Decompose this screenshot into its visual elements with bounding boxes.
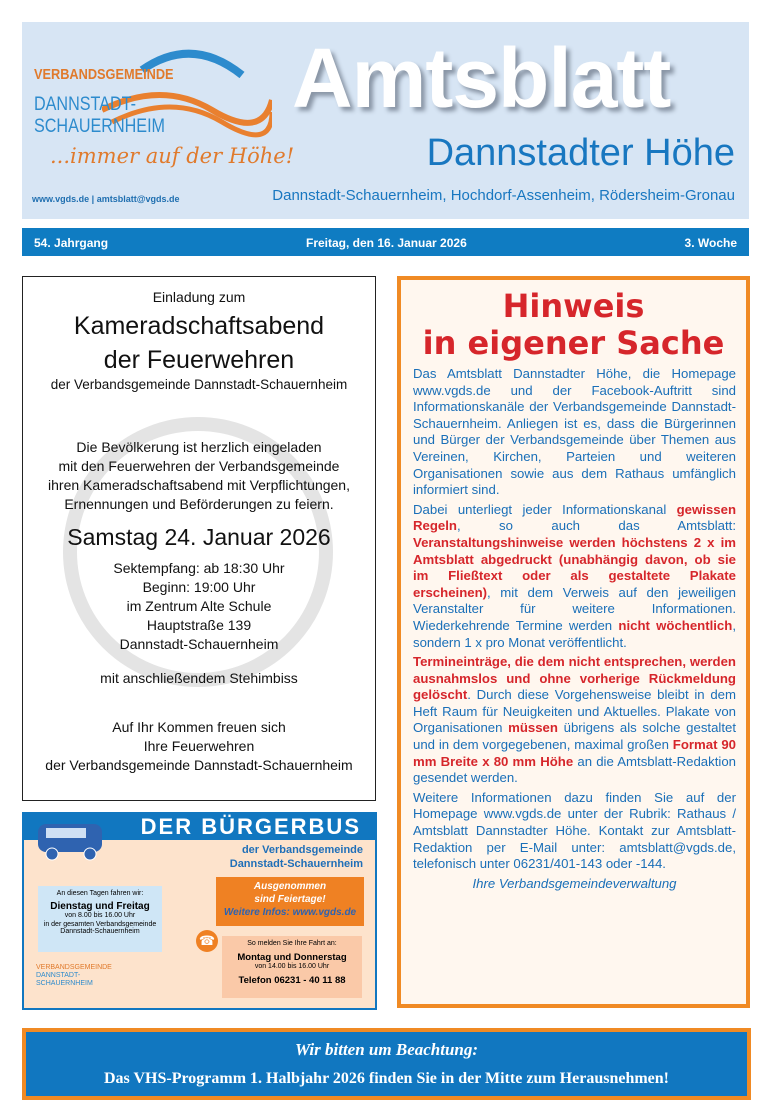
invitation-intro: Einladung zum <box>152 289 246 305</box>
invitation-title: der Feuerwehren <box>103 346 295 374</box>
signature: Ihre Verbandsgemeindeverwaltung <box>472 875 677 891</box>
paragraph: Termineinträge, die dem nicht entsprechen, werden ausnahmslos und ohne vorherige Rückmeldung gelöscht. Durch diese Vorgehensweise bleibt in dem Heft Raum für Neuigkeiten und Aktuelles. Plakate von Organisationen müssen übrigens als solche gestaltet und in dem vorgegebenen, maximal großen Format 90 mm Breite x 80 mm Höhe an die Amtsblatt-Redaktion gesendet werden. <box>413 654 737 786</box>
event-detail: im Zentrum Alte Schule <box>126 598 272 614</box>
logo-text: VERBANDSGEMEINDE <box>34 66 174 83</box>
invitation-body: Ernennungen und Beförderungen zu feiern. <box>64 496 334 512</box>
bus-subtitle: Dannstadt-Schauernheim <box>229 858 363 870</box>
logo-slogan: ...immer auf der Höhe! <box>50 144 295 168</box>
issue-date: Freitag, den 16. Januar 2026 <box>306 236 467 250</box>
bus-icon <box>36 818 106 862</box>
paragraph: Das Amtsblatt Dannstadter Höhe, die Homepage www.vgds.de und der Facebook-Auftritt sind Informationskanäle der Verbandsgemeinde Dannstadt-Schauernheim. Anliegen ist es, dass die Bürgerinnen und Bürger der Verbandsgemeinde über Themen aus Vereinen, Kirchen, Parteien und weiteren Organisationen sowie aus dem Rathaus umfänglich informiert sind. <box>413 366 736 498</box>
invitation-body: ihren Kameradschaftsabend mit Verpflichtungen, <box>48 477 350 493</box>
bus-booking-box: So melden Sie Ihre Fahrt an: Montag und Donnerstag von 14.00 bis 16.00 Uhr Telefon 06231 - 40 11 88 <box>222 936 362 998</box>
bus-subtitle: der Verbandsgemeinde <box>241 844 363 856</box>
invitation-box <box>22 276 376 801</box>
invitation-title: Kameradschaftsabend <box>73 312 325 340</box>
event-date: Samstag 24. Januar 2026 <box>67 524 331 550</box>
bus-holiday-box: Ausgenommen sind Feiertage! Weitere Infos: www.vgds.de <box>216 877 364 926</box>
notice-box <box>397 276 750 1008</box>
vhs-notice-text: Das VHS-Programm 1. Halbjahr 2026 finden Sie in der Mitte zum Herausnehmen! <box>103 1070 670 1087</box>
event-detail: Beginn: 19:00 Uhr <box>142 579 256 595</box>
notice-title: Hinweis in eigener Sache <box>422 287 725 362</box>
buergerbus-ad <box>22 812 377 1010</box>
logo-text: DANNSTADT- SCHAUERNHEIM <box>34 94 166 137</box>
bus-days-box: An diesen Tagen fahren wir: Dienstag und Freitag von 8.00 bis 16.00 Uhr in der gesamten Verbandsgemeinde Dannstadt-Schauernheim <box>38 886 162 952</box>
contact-line: www.vgds.de | amtsblatt@vgds.de <box>32 194 180 204</box>
invitation-body: mit den Feuerwehren der Verbandsgemeinde <box>58 458 340 474</box>
invitation-org: der Verbandsgemeinde Dannstadt-Schauernheim <box>50 377 348 392</box>
vhs-notice-title: Wir bitten um Beachtung: <box>294 1040 479 1059</box>
phone-icon: ☎ <box>196 930 218 952</box>
paragraph: Weitere Informationen dazu finden Sie auf der Homepage www.vgds.de unter der Rubrik: Rathaus / Amtsblatt Dannstadter Höhe. Kontakt zur Amtsblatt-Redaktion per E-Mail unter: amtsblatt@vgds.de, telefonisch unter 06231/401-143 oder -144. <box>413 789 736 872</box>
week: 3. Woche <box>684 236 737 250</box>
paragraph: Dabei unterliegt jeder Informationskanal gewissen Regeln, so auch das Amtsblatt: Veranstaltungshinweise werden höchstens 2 x im Amtsblatt abgedruckt (unabhängig davon, ob sie im Fließtext oder als gestaltete Plakate erscheinen), mit dem Verweis auf den jeweiligen Veranstalter für weitere Informationen. Wiederkehrende Termine werden nicht wöchentlich, sondern 1 x pro Monat veröffentlicht. <box>413 501 736 650</box>
places-line: Dannstadt-Schauernheim, Hochdorf-Assenheim, Rödersheim-Gronau <box>272 187 735 204</box>
closing: Auf Ihr Kommen freuen sich <box>112 719 286 735</box>
masthead <box>22 22 749 219</box>
closing: der Verbandsgemeinde Dannstadt-Schauernheim <box>45 757 353 773</box>
issue-bar <box>22 228 749 256</box>
buergerbus-title: DER BÜRGERBUS <box>24 814 375 840</box>
event-extra: mit anschließendem Stehimbiss <box>100 670 298 686</box>
subtitle: Dannstadter Höhe <box>426 132 735 174</box>
bus-logo: VERBANDSGEMEINDE DANNSTADT- SCHAUERNHEIM <box>36 964 112 987</box>
page-title: Amtsblatt <box>292 31 671 125</box>
event-detail: Dannstadt-Schauernheim <box>119 636 279 652</box>
volume: 54. Jahrgang <box>34 236 109 250</box>
closing: Ihre Feuerwehren <box>143 738 255 754</box>
event-detail: Sektempfang: ab 18:30 Uhr <box>113 560 285 576</box>
invitation-body: Die Bevölkerung ist herzlich eingeladen <box>76 439 322 455</box>
vhs-notice <box>22 1028 751 1100</box>
event-detail: Hauptstraße 139 <box>146 617 252 633</box>
